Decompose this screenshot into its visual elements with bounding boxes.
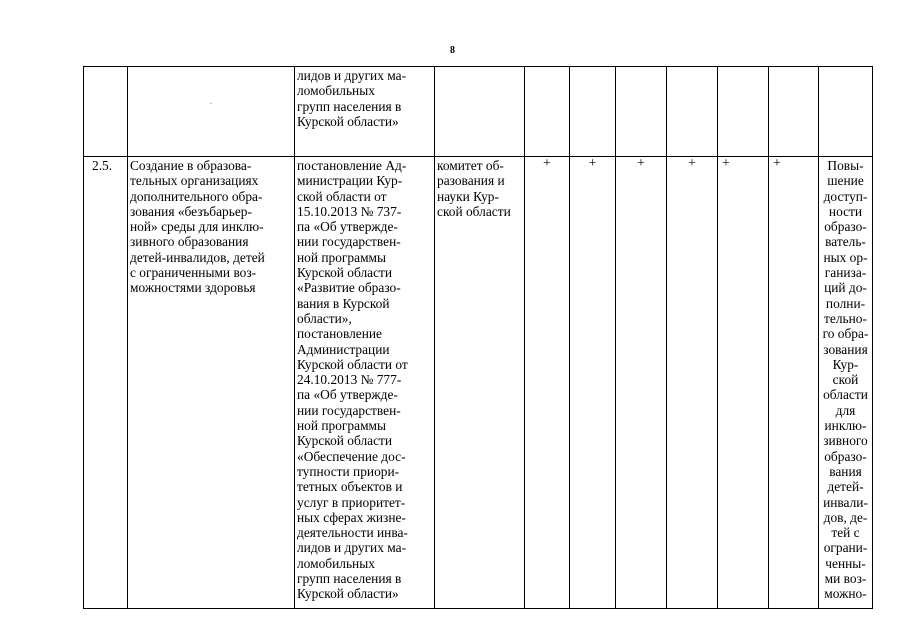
result-text [819,67,872,68]
cell-year-4 [667,157,718,609]
measure-name-text: Создание в образова- тельных организациях дополнительного обра- зования «безъбарьер- ной» среды для инклю- зивного образования детей-инвалидов, детей с ограниченными воз- можностями здоровья [130,158,265,296]
cell-year-6 [769,67,819,157]
cell-document [295,67,435,157]
scan-dot-mark: · [209,99,213,110]
cell-year-2 [570,67,616,157]
table-row [84,67,873,157]
year-mark: + [543,156,551,171]
result-text: Повы- шение доступ- ности образо- ватель- ных ор- ганиза- ций до- полни- тельно- го обра- зования Кур- ской области для инклю- зивного образо- вания детей- инвали- дов, де- тей с ограни- ченны- ми воз- можно- [822,158,869,602]
cell-result [819,157,873,609]
cell-year-5 [718,157,769,609]
cell-year-1 [525,157,570,609]
cell-year-5 [718,67,769,157]
cell-year-3 [616,67,667,157]
year-mark: + [588,156,597,171]
cell-executor [435,67,525,157]
cell-number [84,67,128,157]
document-text: лидов и других ма- ломобильных групп населения в Курской области» [297,68,407,129]
cell-year-6 [769,157,819,609]
cell-executor [435,157,525,609]
executor-text [435,67,524,68]
cell-number [84,157,128,609]
cell-year-1 [525,67,570,157]
document-text: постановление Ад- министрации Кур- ской области от 15.10.2013 № 737- па «Об утвержде- нии государствен- ной программы Курской области «Развитие образо- вания в Курской области», постановление Администрации Курской области от 24.10.2013 № 777- па «Об утвержде- нии государствен- ной программы Курской области «Обеспечение дос- тупности приори- тетных объектов и услуг в приоритет- ных сферах жизне- деятельности инва- лидов и других ма- ломобильных групп населения в Курской области» [297,158,408,602]
cell-name [128,157,295,609]
executor-text: комитет об- разования и науки Кур- ской области [437,158,511,219]
cell-year-2 [570,157,616,609]
row-number [84,67,127,68]
year-mark: + [688,156,696,171]
table-row [84,157,873,609]
plan-table [83,66,873,609]
cell-name [128,67,295,157]
year-mark: + [773,156,781,171]
cell-year-3 [616,157,667,609]
cell-result [819,67,873,157]
year-mark: + [722,156,730,171]
page-number: 8 [450,45,455,56]
year-mark: + [637,156,645,171]
cell-year-4 [667,67,718,157]
row-number: 2.5. [92,158,113,173]
cell-document [295,157,435,609]
